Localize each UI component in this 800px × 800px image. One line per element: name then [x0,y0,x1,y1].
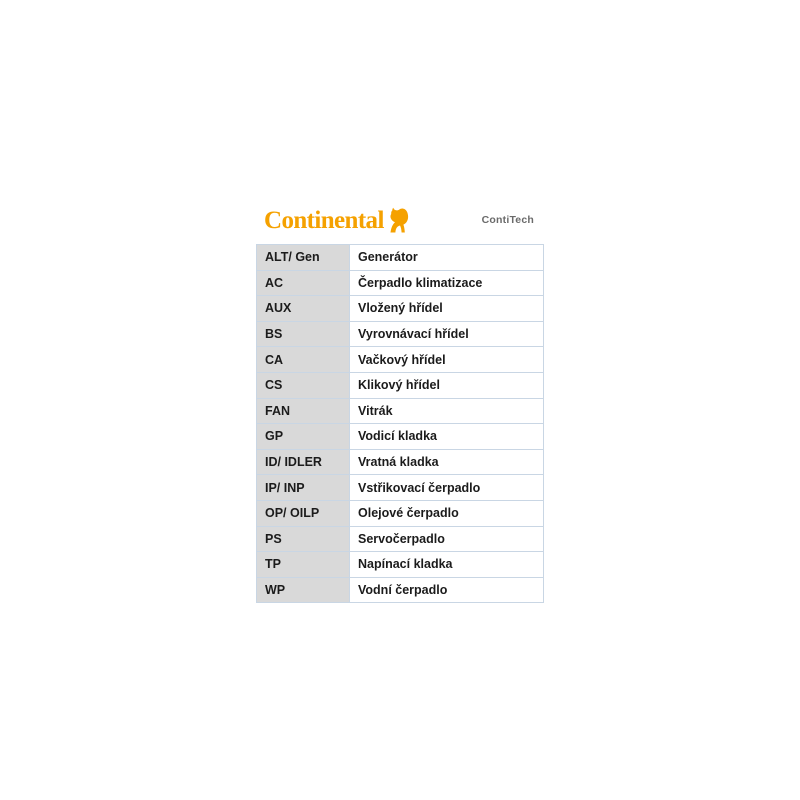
desc-cell: Vstřikovací čerpadlo [350,475,544,501]
table-row [257,347,544,373]
desc-cell: Olejové čerpadlo [350,500,544,526]
continental-logo [264,207,411,233]
table-row [257,500,544,526]
table-row [257,475,544,501]
abbr-cell: CA [257,347,350,373]
abbreviation-legend-table [256,244,544,603]
table-row [257,577,544,603]
abbr-cell: IP/ INP [257,475,350,501]
abbr-cell: AUX [257,296,350,322]
table-row [257,372,544,398]
sub-brand-label: ContiTech [481,214,534,226]
abbr-cell: FAN [257,398,350,424]
desc-cell: Vačkový hřídel [350,347,544,373]
desc-cell: Servočerpadlo [350,526,544,552]
desc-cell: Vyrovnávací hřídel [350,321,544,347]
desc-cell: Napínací kladka [350,552,544,578]
abbr-cell: OP/ OILP [257,500,350,526]
horse-logo-icon [387,207,411,233]
desc-cell: Čerpadlo klimatizace [350,270,544,296]
desc-cell: Vodní čerpadlo [350,577,544,603]
table-row [257,526,544,552]
table-row [257,321,544,347]
abbr-cell: TP [257,552,350,578]
abbr-cell: ALT/ Gen [257,245,350,271]
abbr-cell: AC [257,270,350,296]
desc-cell: Generátor [350,245,544,271]
abbr-cell: ID/ IDLER [257,449,350,475]
table-row [257,398,544,424]
abbr-cell: PS [257,526,350,552]
brand-header [256,196,544,244]
table-row [257,449,544,475]
abbr-cell: CS [257,372,350,398]
table-row [257,245,544,271]
abbr-cell: WP [257,577,350,603]
desc-cell: Vitrák [350,398,544,424]
table-row [257,552,544,578]
desc-cell: Vložený hřídel [350,296,544,322]
desc-cell: Vodicí kladka [350,424,544,450]
legend-table-body [257,245,544,603]
table-row [257,424,544,450]
brand-wordmark: Continental [264,206,384,234]
legend-card [256,196,544,603]
table-row [257,296,544,322]
desc-cell: Vratná kladka [350,449,544,475]
desc-cell: Klikový hřídel [350,372,544,398]
abbr-cell: GP [257,424,350,450]
table-row [257,270,544,296]
abbr-cell: BS [257,321,350,347]
